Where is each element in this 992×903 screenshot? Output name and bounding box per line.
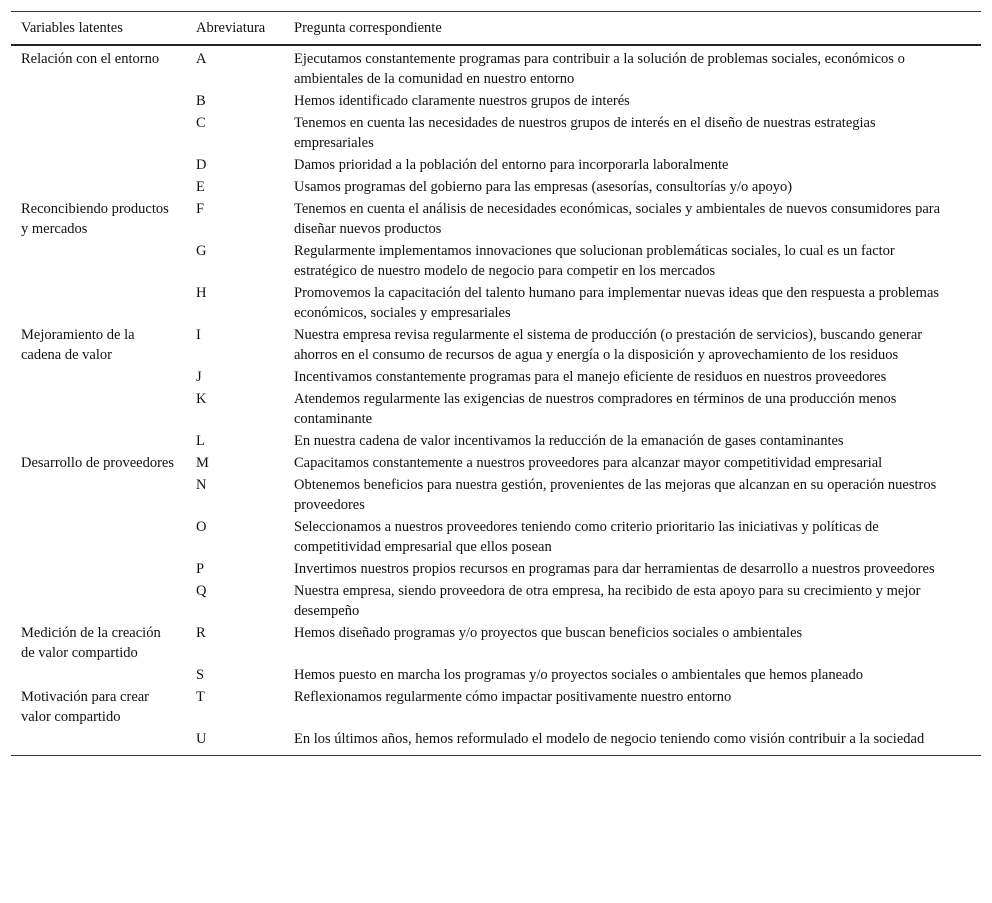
variable-cell <box>11 388 185 430</box>
abbreviation-cell: P <box>196 561 205 577</box>
table-row <box>11 198 981 240</box>
question-cell: Seleccionamos a nuestros proveedores teniendo como criterio prioritario las iniciativas y políticas de competitividad empresarial que ellos posean <box>294 519 879 555</box>
variable-cell: Mejoramiento de la cadena de valor <box>21 327 135 363</box>
variable-cell <box>11 176 185 198</box>
question-cell: Nuestra empresa, siendo proveedora de otra empresa, ha recibido de esta apoyo para su crecimiento y mejor desempeño <box>294 583 921 619</box>
abbreviation-cell: J <box>196 369 202 385</box>
variable-cell <box>11 112 185 154</box>
variable-cell: Relación con el entorno <box>21 51 160 67</box>
abbreviation-cell: H <box>196 285 207 301</box>
question-cell: Invertimos nuestros propios recursos en programas para dar herramientas de desarrollo a nuestros proveedores <box>294 561 935 577</box>
table-row <box>11 580 981 622</box>
table-row <box>11 45 981 90</box>
variable-cell <box>11 474 185 516</box>
variable-cell <box>11 516 185 558</box>
abbreviation-cell: M <box>196 455 209 471</box>
abbreviation-cell: O <box>196 519 207 535</box>
variables-table-container <box>11 11 981 756</box>
question-cell: Usamos programas del gobierno para las empresas (asesorías, consultorías y/o apoyo) <box>294 179 793 195</box>
abbreviation-cell: N <box>196 477 207 493</box>
question-cell: Capacitamos constantemente a nuestros proveedores para alcanzar mayor competitividad empresarial <box>294 455 883 471</box>
header-variables-latentes: Variables latentes <box>11 12 185 46</box>
table-row <box>11 474 981 516</box>
question-cell: Tenemos en cuenta las necesidades de nuestros grupos de interés en el diseño de nuestras estrategias empresariales <box>294 115 876 151</box>
question-cell: Ejecutamos constantemente programas para contribuir a la solución de problemas sociales, económicos o ambientales de la comunidad en nuestro entorno <box>294 51 905 87</box>
question-cell: Hemos diseñado programas y/o proyectos que buscan beneficios sociales o ambientales <box>294 625 803 641</box>
question-cell: Damos prioridad a la población del entorno para incorporarla laboralmente <box>294 157 729 173</box>
question-cell: En nuestra cadena de valor incentivamos la reducción de la emanación de gases contaminantes <box>294 433 844 449</box>
abbreviation-cell: E <box>196 179 205 195</box>
table-row <box>11 388 981 430</box>
abbreviation-cell: L <box>196 433 205 449</box>
variable-cell <box>11 664 185 686</box>
table-row <box>11 452 981 474</box>
table-row <box>11 112 981 154</box>
header-pregunta: Pregunta correspondiente <box>284 12 981 46</box>
variable-cell: Desarrollo de proveedores <box>21 455 174 471</box>
variable-cell <box>11 728 185 756</box>
variable-cell <box>11 282 185 324</box>
variable-cell <box>11 154 185 176</box>
abbreviation-cell: F <box>196 201 205 217</box>
variables-table <box>11 11 981 756</box>
table-row <box>11 366 981 388</box>
abbreviation-cell: B <box>196 93 206 109</box>
question-cell: Incentivamos constantemente programas para el manejo eficiente de residuos en nuestros proveedores <box>294 369 887 385</box>
variable-cell <box>11 90 185 112</box>
abbreviation-cell: C <box>196 115 206 131</box>
abbreviation-cell: R <box>196 625 206 641</box>
question-cell: Nuestra empresa revisa regularmente el sistema de producción (o prestación de servicios), buscando generar ahorros en el consumo de recursos de agua y energía o la disposición y aprovechamiento de los residuos <box>294 327 923 363</box>
abbreviation-cell: I <box>196 327 201 343</box>
abbreviation-cell: U <box>185 728 284 756</box>
variable-cell <box>11 580 185 622</box>
table-row <box>11 430 981 452</box>
question-cell: Obtenemos beneficios para nuestra gestión, provenientes de las mejoras que alcanzan en su operación nuestros proveedores <box>294 477 937 513</box>
table-row <box>11 664 981 686</box>
table-row <box>11 728 981 756</box>
variable-cell: Medición de la creación de valor compartido <box>21 625 161 661</box>
header-abreviatura: Abreviatura <box>185 12 284 46</box>
abbreviation-cell: G <box>196 243 207 259</box>
question-cell: Atendemos regularmente las exigencias de nuestros compradores en términos de una producción menos contaminante <box>294 391 897 427</box>
abbreviation-cell: A <box>196 51 207 67</box>
table-row <box>11 240 981 282</box>
variable-cell <box>11 430 185 452</box>
abbreviation-cell: D <box>196 157 207 173</box>
variable-cell: Motivación para crear valor compartido <box>21 689 150 725</box>
question-cell: Promovemos la capacitación del talento humano para implementar nuevas ideas que den respuesta a problemas económicos, sociales y empresariales <box>294 285 940 321</box>
question-cell: Reflexionamos regularmente cómo impactar positivamente nuestro entorno <box>294 689 732 705</box>
abbreviation-cell: Q <box>196 583 207 599</box>
table-row <box>11 324 981 366</box>
table-row <box>11 686 981 728</box>
table-header-row <box>11 12 981 46</box>
question-cell: Regularmente implementamos innovaciones que solucionan problemáticas sociales, lo cual es un factor estratégico de nuestro modelo de negocio para competir en los mercados <box>294 243 895 279</box>
question-cell: Tenemos en cuenta el análisis de necesidades económicas, sociales y ambientales de nuevos consumidores para diseñar nuevos productos <box>294 201 941 237</box>
table-row <box>11 516 981 558</box>
variable-cell <box>11 240 185 282</box>
question-cell: Hemos identificado claramente nuestros grupos de interés <box>294 93 630 109</box>
table-row <box>11 176 981 198</box>
abbreviation-cell: T <box>196 689 205 705</box>
question-cell: Hemos puesto en marcha los programas y/o proyectos sociales o ambientales que hemos planeado <box>294 667 863 683</box>
abbreviation-cell: K <box>196 391 207 407</box>
table-row <box>11 154 981 176</box>
table-row <box>11 90 981 112</box>
question-cell: En los últimos años, hemos reformulado el modelo de negocio teniendo como visión contribuir a la sociedad <box>284 728 981 756</box>
abbreviation-cell: S <box>196 667 205 683</box>
table-row <box>11 558 981 580</box>
variable-cell <box>11 558 185 580</box>
variable-cell: Reconcibiendo productos y mercados <box>21 201 169 237</box>
table-row <box>11 282 981 324</box>
table-row <box>11 622 981 664</box>
variable-cell <box>11 366 185 388</box>
